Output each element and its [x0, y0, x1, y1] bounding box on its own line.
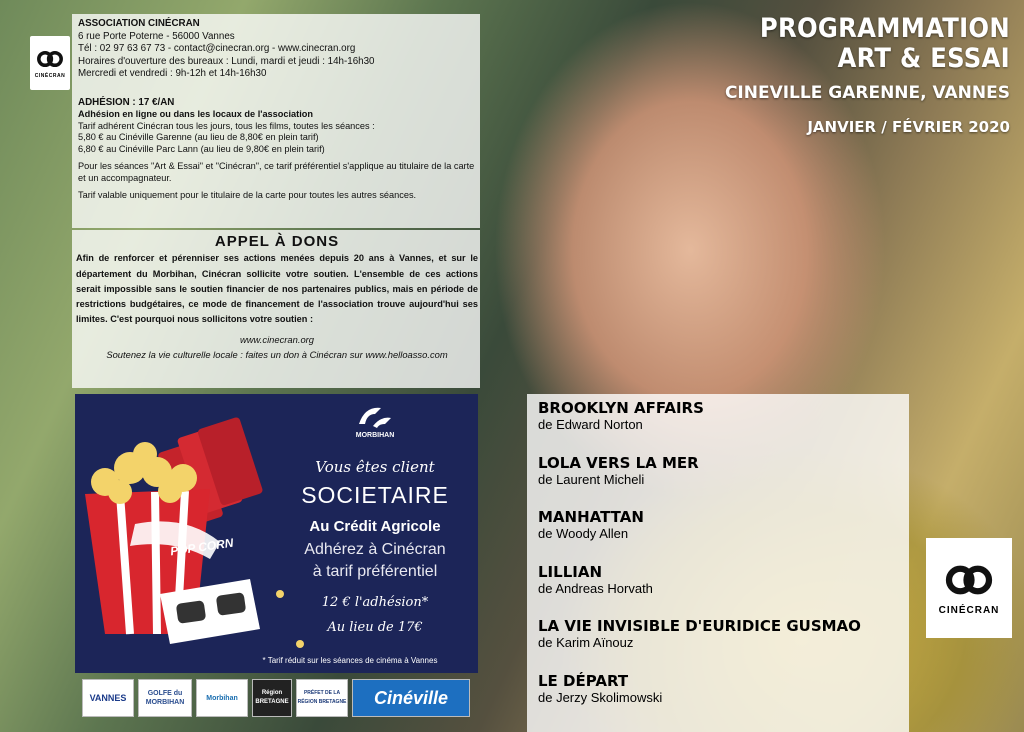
cinecran-logo-small: [30, 36, 70, 90]
header-line-2: ART & ESSAI: [837, 43, 1010, 74]
association-info: [78, 18, 375, 81]
film-title: LILLIAN: [538, 562, 602, 581]
film-director: de Laurent Micheli: [538, 471, 645, 487]
film-item: [538, 673, 898, 728]
dons-helloasso[interactable]: Soutenez la vie culturelle locale : faites un don à Cinécran sur www.helloasso.com: [106, 349, 448, 361]
header-venue: CINEVILLE GARENNE, VANNES: [724, 83, 1010, 103]
credit-agricole-ad: [75, 394, 478, 673]
adhesion-validity-note: Tarif valable uniquement pour le titulaire de la carte pour toutes les autres séances.: [78, 189, 417, 200]
film-director: de Karim Aïnouz: [538, 635, 634, 650]
partner-logo-morbihan: Morbihan: [196, 679, 248, 717]
film-director: de Jerzy Skolimowski: [538, 689, 663, 705]
film-item: [538, 400, 898, 455]
ad-line-4: Adhérez à Cinécran: [304, 541, 446, 558]
ad-line-5: à tarif préférentiel: [312, 563, 438, 580]
ad-line-7: Au lieu de 17€: [327, 620, 423, 635]
partner-logo-prefet: PRÉFET DE LA RÉGION BRETAGNE: [296, 679, 348, 717]
adhesion-title: ADHÉSION : 17 €/AN: [78, 97, 175, 108]
film-director: de Woody Allen: [538, 526, 629, 541]
dons-title: APPEL À DONS: [214, 233, 340, 250]
adhesion-art-essai-note: Pour les séances "Art & Essai" et "Cinécran", ce tarif préférentiel s'applique au titulaire de la carte et un accompagnateur.: [78, 160, 475, 183]
film-title: LOLA VERS LA MER: [538, 453, 699, 472]
film-director: de Andreas Horvath: [538, 580, 653, 596]
dons-body: Afin de renforcer et pérenniser ses actions menées depuis 20 ans à Vannes, et sur le département du Morbihan, Cinécran sollicite votre soutien. L'ensemble de ces actions serait impossible sans le soutien financier de nos partenaires publics, mais en période de restrictions budgétaires, ce mode de financement de l'association trouve aujourd'hui ses limites. C'est pourquoi nous sollicitons votre soutien :: [76, 253, 478, 325]
film-title: BROOKLYN AFFAIRS: [538, 399, 704, 417]
film-item: [538, 564, 898, 619]
partner-logos: [82, 679, 470, 717]
adhesion-section: [78, 97, 476, 206]
partner-logo-golfe: GOLFE du MORBIHAN: [138, 679, 192, 717]
association-name: ASSOCIATION CINÉCRAN: [78, 18, 200, 29]
film-title: MANHATTAN: [538, 508, 644, 526]
film-item: [538, 455, 898, 510]
association-address: 6 rue Porte Poterne - 56000 Vannes: [78, 30, 235, 42]
dons-section: [76, 234, 478, 362]
cinecran-logo-icon: [944, 561, 994, 599]
partner-logo-vannes: VANNES: [82, 679, 134, 717]
ad-line-6: 12 € l'adhésion*: [321, 595, 429, 610]
association-contact: Tél : 02 97 63 67 73 - contact@cinecran.org - www.cinecran.org: [78, 43, 356, 55]
cinecran-logo-icon: [36, 48, 64, 70]
header-line-1: PROGRAMMATION: [759, 13, 1010, 44]
logo-label: CINÉCRAN: [938, 604, 1000, 616]
programme-header: [725, 14, 1010, 136]
film-list: [527, 394, 909, 732]
popcorn-label: POP CORN: [169, 535, 235, 559]
adhesion-tarif-garenne: 5,80 € au Cinéville Garenne (au lieu de 8,80€ en plein tarif): [78, 132, 319, 143]
film-title: LE DÉPART: [538, 671, 629, 690]
adhesion-tarif-line: Tarif adhérent Cinécran tous les jours, tous les films, toutes les séances :: [78, 120, 375, 131]
office-hours-2: Mercredi et vendredi : 9h-12h et 14h-16h30: [78, 68, 267, 80]
film-director: de Edward Norton: [538, 417, 643, 432]
dons-url[interactable]: www.cinecran.org: [240, 333, 314, 345]
adhesion-subtitle: Adhésion en ligne ou dans les locaux de l'association: [78, 108, 313, 119]
partner-logo-bretagne: Région BRETAGNE: [252, 679, 292, 717]
ad-line-3: Au Crédit Agricole: [309, 518, 441, 535]
partner-logo-cineville: Cinéville: [352, 679, 470, 717]
film-title: LA VIE INVISIBLE D'EURIDICE GUSMAO: [538, 617, 861, 635]
film-item: [538, 509, 898, 564]
ad-line-2: SOCIETAIRE: [301, 482, 449, 508]
header-period: JANVIER / FÉVRIER 2020: [807, 118, 1010, 136]
logo-label: CINÉCRAN: [34, 72, 66, 79]
office-hours-1: Horaires d'ouverture des bureaux : Lundi, mardi et jeudi : 14h-16h30: [78, 55, 375, 67]
ad-line-1: Vous êtes client: [315, 458, 435, 476]
ad-footnote: * Tarif réduit sur les séances de cinéma à Vannes: [262, 656, 438, 665]
cinecran-logo-large: [926, 538, 1012, 638]
credit-agricole-logo-icon: [355, 402, 395, 432]
film-item: [538, 618, 898, 673]
adhesion-tarif-parclann: 6,80 € au Cinéville Parc Lann (au lieu de 9,80€ en plein tarif): [78, 144, 325, 155]
ad-brand: MORBIHAN: [355, 432, 395, 439]
